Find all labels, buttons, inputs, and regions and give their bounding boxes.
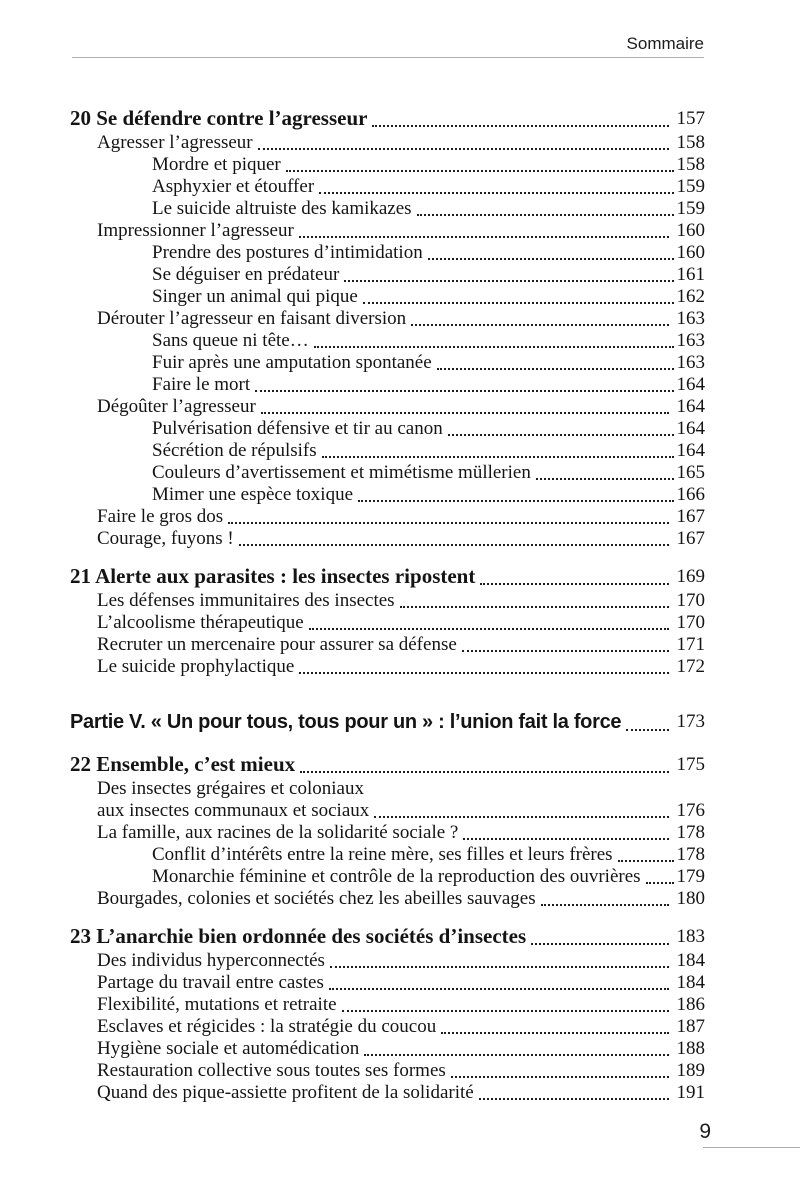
toc-entry-label: Prendre des postures d’intimidation (152, 242, 423, 263)
toc-entry-page: 175 (676, 754, 705, 775)
toc-entry-label: Mordre et piquer (152, 154, 281, 175)
toc-entry-page: 161 (676, 264, 705, 285)
toc-entry-label: Le suicide altruiste des kamikazes (152, 198, 412, 219)
toc-entry-l2 (70, 352, 705, 374)
toc-entry-label: Dégoûter l’agresseur (97, 396, 256, 417)
dot-leader (411, 308, 668, 326)
toc-entry-label: Des individus hyperconnectés (97, 950, 325, 971)
toc-entry-label: Impressionner l’agresseur (97, 220, 294, 241)
page-number: 9 (699, 1120, 711, 1143)
toc-entry-page: 169 (676, 566, 705, 587)
toc-entry-page: 183 (676, 926, 705, 947)
dot-leader (417, 198, 674, 216)
toc-entry-l1 (70, 950, 705, 972)
toc-entry-label: Hygiène sociale et automédication (97, 1038, 360, 1059)
toc-entry-page: 163 (676, 352, 705, 373)
toc-entry-page: 157 (676, 108, 705, 129)
toc-entry-label: Conflit d’intérêts entre la reine mère, ses filles et leurs frères (152, 844, 613, 865)
toc-entry-label: Mimer une espèce toxique (152, 484, 354, 505)
dot-leader (448, 418, 674, 436)
dot-leader (463, 822, 668, 840)
toc-entry-page: 164 (676, 374, 705, 395)
toc-entry-page: 170 (676, 612, 705, 633)
toc-entry-chapter (70, 923, 705, 950)
table-of-contents (70, 92, 705, 1104)
toc-entry-l2 (70, 176, 705, 198)
toc-entry-l2 (70, 154, 705, 176)
toc-entry-label: Partage du travail entre castes (97, 972, 324, 993)
toc-entry-page: 178 (676, 822, 705, 843)
toc-entry-page: 163 (676, 308, 705, 329)
dot-leader (480, 563, 668, 585)
toc-entry-page: 170 (676, 590, 705, 611)
dot-leader (626, 706, 668, 731)
toc-entry-l2 (70, 844, 705, 866)
toc-entry-l1 (70, 220, 705, 242)
toc-entry-label: 23 L’anarchie bien ordonnée des sociétés d’insectes (70, 924, 527, 948)
header-rule (72, 57, 704, 58)
toc-entry-page: 159 (676, 198, 705, 219)
toc-entry-label: Sans queue ni tête… (152, 330, 309, 351)
toc-entry-l2 (70, 418, 705, 440)
toc-entry-l1 (70, 506, 705, 528)
toc-entry-l1 (70, 972, 705, 994)
dot-leader (462, 634, 669, 652)
toc-entry-page: 173 (676, 711, 705, 732)
toc-entry-label: 22 Ensemble, c’est mieux (70, 752, 296, 776)
toc-entry-page: 164 (676, 418, 705, 439)
toc-entry-label: Couleurs d’avertissement et mimétisme müllerien (152, 462, 531, 483)
dot-leader (344, 264, 673, 282)
dot-leader (342, 994, 669, 1012)
toc-entry-part (70, 706, 705, 738)
dot-leader (400, 590, 669, 608)
dot-leader (286, 154, 674, 172)
toc-entry-label: Des insectes grégaires et coloniaux (97, 778, 364, 799)
toc-entry-label: Fuir après une amputation spontanée (152, 352, 432, 373)
toc-entry-page: 184 (676, 950, 705, 971)
toc-entry-label: Courage, fuyons ! (97, 528, 234, 549)
toc-entry-l1 (70, 800, 705, 822)
toc-entry-l1 (70, 396, 705, 418)
toc-entry-page: 189 (676, 1060, 705, 1081)
toc-entry-label: aux insectes communaux et sociaux (97, 800, 370, 821)
dot-leader (363, 286, 674, 304)
toc-entry-label: Dérouter l’agresseur en faisant diversion (97, 308, 407, 329)
dot-leader (536, 462, 674, 480)
toc-entry-page: 184 (676, 972, 705, 993)
toc-entry-label: Bourgades, colonies et sociétés chez les abeilles sauvages (97, 888, 536, 909)
toc-entry-l1 (70, 994, 705, 1016)
toc-entry-l2 (70, 242, 705, 264)
toc-entry-page: 166 (676, 484, 705, 505)
dot-leader (309, 612, 669, 630)
toc-entry-page: 164 (676, 396, 705, 417)
toc-entry-chapter (70, 105, 705, 132)
toc-entry-l1 (70, 308, 705, 330)
toc-entry-page: 178 (676, 844, 705, 865)
toc-entry-label: Esclaves et régicides : la stratégie du coucou (97, 1016, 437, 1037)
toc-entry-page: 188 (676, 1038, 705, 1059)
toc-entry-l2 (70, 286, 705, 308)
toc-entry-label: La famille, aux racines de la solidarité sociale ? (97, 822, 459, 843)
toc-entry-l2 (70, 198, 705, 220)
toc-entry-page: 187 (676, 1016, 705, 1037)
toc-entry-page: 160 (676, 242, 705, 263)
toc-entry-label: Agresser l’agresseur (97, 132, 253, 153)
dot-leader (314, 330, 674, 348)
dot-leader (300, 751, 668, 773)
toc-entry-label: L’alcoolisme thérapeutique (97, 612, 304, 633)
toc-entry-page: 172 (676, 656, 705, 677)
dot-leader (441, 1016, 668, 1034)
toc-entry-label: Partie V. « Un pour tous, tous pour un » : l’union fait la force (70, 711, 622, 733)
toc-entry-label: Quand des pique-assiette profitent de la solidarité (97, 1082, 474, 1103)
dot-leader (374, 800, 668, 818)
toc-entry-page: 162 (676, 286, 705, 307)
toc-entry-label: Le suicide prophylactique (97, 656, 295, 677)
toc-entry-page: 167 (676, 506, 705, 527)
toc-entry-page: 191 (676, 1082, 705, 1103)
footer-rule (703, 1147, 800, 1148)
toc-entry-l1 (70, 888, 705, 910)
dot-leader (646, 866, 674, 884)
dot-leader (358, 484, 673, 502)
toc-entry-l2 (70, 866, 705, 888)
dot-leader (372, 105, 668, 127)
toc-entry-chapter (70, 563, 705, 590)
toc-entry-page: 180 (676, 888, 705, 909)
toc-entry-label: Asphyxier et étouffer (152, 176, 315, 197)
dot-leader (437, 352, 674, 370)
toc-entry-l1 (70, 1038, 705, 1060)
toc-entry-page: 179 (676, 866, 705, 887)
dot-leader (541, 888, 669, 906)
toc-entry-l1 (70, 612, 705, 634)
dot-leader (330, 950, 669, 968)
toc-entry-l1 (70, 634, 705, 656)
dot-leader (618, 844, 674, 862)
running-header-title: Sommaire (626, 34, 704, 53)
toc-entry-l1 (70, 528, 705, 550)
toc-entry-page: 163 (676, 330, 705, 351)
dot-leader (329, 972, 669, 990)
toc-entry-l2 (70, 374, 705, 396)
toc-entry-label: Monarchie féminine et contrôle de la reproduction des ouvrières (152, 866, 641, 887)
toc-entry-label: Sécrétion de répulsifs (152, 440, 317, 461)
toc-entry-label: 20 Se défendre contre l’agresseur (70, 106, 368, 130)
dot-leader (299, 220, 669, 238)
toc-entry-page: 160 (676, 220, 705, 241)
toc-entry-page: 167 (676, 528, 705, 549)
dot-leader (299, 656, 668, 674)
dot-leader (364, 1038, 668, 1056)
dot-leader (479, 1082, 669, 1100)
dot-leader (239, 528, 669, 546)
toc-entry-page: 171 (676, 634, 705, 655)
toc-entry-l1 (70, 1060, 705, 1082)
toc-entry-l2 (70, 484, 705, 506)
toc-entry-l2 (70, 264, 705, 286)
toc-entry-label: Restauration collective sous toutes ses formes (97, 1060, 446, 1081)
toc-entry-label: Recruter un mercenaire pour assurer sa défense (97, 634, 457, 655)
toc-entry-l1 (70, 132, 705, 154)
toc-entry-l2 (70, 462, 705, 484)
dot-leader (261, 396, 669, 414)
toc-entry-l2 (70, 440, 705, 462)
toc-entry-l1 (70, 656, 705, 678)
toc-entry-label: Faire le mort (152, 374, 251, 395)
toc-entry-page: 158 (676, 132, 705, 153)
toc-entry-l1 (70, 590, 705, 612)
toc-entry-l1 (70, 1016, 705, 1038)
dot-leader (319, 176, 673, 194)
toc-entry-page: 186 (676, 994, 705, 1015)
toc-entry-l1 (70, 822, 705, 844)
toc-entry-page: 176 (676, 800, 705, 821)
toc-entry-label: 21 Alerte aux parasites : les insectes ripostent (70, 564, 476, 588)
toc-entry-chapter (70, 751, 705, 778)
dot-leader (258, 132, 669, 150)
toc-entry-label: Se déguiser en prédateur (152, 264, 340, 285)
dot-leader (451, 1060, 669, 1078)
toc-entry-label: Pulvérisation défensive et tir au canon (152, 418, 443, 439)
toc-entry-page: 164 (676, 440, 705, 461)
toc-entry-l2 (70, 330, 705, 352)
toc-entry-label: Les défenses immunitaires des insectes (97, 590, 395, 611)
dot-leader (531, 923, 668, 945)
toc-entry-label: Singer un animal qui pique (152, 286, 358, 307)
dot-leader (322, 440, 674, 458)
dot-leader (228, 506, 668, 524)
dot-leader (428, 242, 674, 260)
toc-entry-l1 (70, 778, 705, 800)
toc-entry-page: 158 (676, 154, 705, 175)
toc-entry-label: Faire le gros dos (97, 506, 224, 527)
dot-leader (255, 374, 673, 392)
toc-entry-label: Flexibilité, mutations et retraite (97, 994, 337, 1015)
toc-entry-page: 165 (676, 462, 705, 483)
toc-entry-l1 (70, 1082, 705, 1104)
toc-entry-page: 159 (676, 176, 705, 197)
